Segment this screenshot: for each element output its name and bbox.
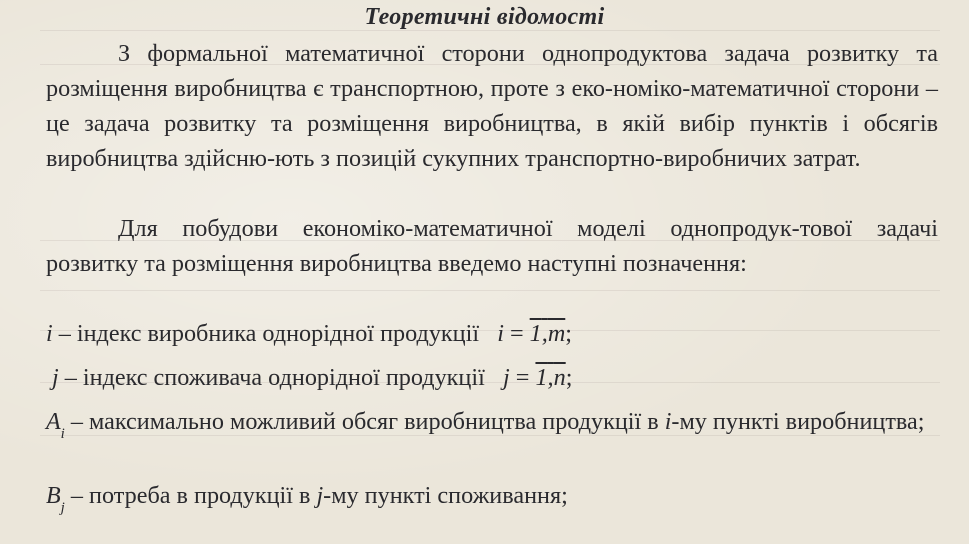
range-var-i: i bbox=[497, 320, 504, 347]
range-start-j: 1 bbox=[535, 364, 548, 391]
subscript-i: i bbox=[60, 426, 65, 442]
paragraph-2 bbox=[46, 211, 938, 281]
symbol-A: A bbox=[46, 409, 61, 435]
definition-j-tail: ; bbox=[565, 364, 573, 391]
paragraph-1-text: З формальної математичної сторони однопродуктова задача розвитку та розміщення виробництва є транспортною, проте з еко-номіко-математичної сторони – це задача розвитку та розміщення виробництва, в якій вибір пунктів і обсягів виробництва здійсню-ють з позицій сукупних транспортно-виробничих затрат. bbox=[46, 40, 938, 172]
range-end-m: m bbox=[547, 320, 566, 347]
paragraph-2-text: Для побудови економіко-математичної моделі однопродук-тової задачі розвитку та розміщення виробництва введемо наступні позначення: bbox=[46, 215, 938, 277]
symbol-j: j bbox=[52, 365, 59, 391]
range-var-j: j bbox=[502, 364, 510, 391]
definition-A-text-b: -му пункті виробництва; bbox=[671, 408, 925, 435]
definition-j-text: – індекс споживача однорідної продукції bbox=[58, 364, 491, 391]
symbol-i: i bbox=[46, 321, 53, 347]
definition-A bbox=[46, 404, 938, 443]
symbol-i-inline: i bbox=[664, 409, 672, 435]
paragraph-1 bbox=[46, 36, 938, 176]
subscript-j: j bbox=[60, 500, 65, 516]
section-title: Теоретичні відомості bbox=[364, 4, 605, 30]
range-j: 1,n bbox=[535, 364, 566, 391]
definition-i-text: – індекс виробника однорідної продукції bbox=[52, 320, 486, 347]
definition-j: j – індекс споживача однорідної продукції j = 1,n; bbox=[52, 364, 573, 391]
symbol-B: B bbox=[46, 483, 61, 509]
range-start-i: 1 bbox=[529, 320, 542, 347]
range-i: 1,m bbox=[529, 320, 566, 347]
definition-A-text-a: – максимально можливий обсяг виробництва продукції в bbox=[64, 408, 665, 435]
definition-B-text-b: -му пункті споживання; bbox=[323, 482, 568, 509]
range-end-n: n bbox=[553, 364, 566, 391]
definition-i: i – індекс виробника однорідної продукції i = 1,m; bbox=[46, 320, 573, 347]
definition-i-tail: ; bbox=[565, 320, 573, 347]
symbol-j-inline: j bbox=[316, 483, 324, 509]
definition-B bbox=[46, 478, 938, 517]
definition-B-text-a: – потреба в продукції в bbox=[64, 482, 317, 509]
